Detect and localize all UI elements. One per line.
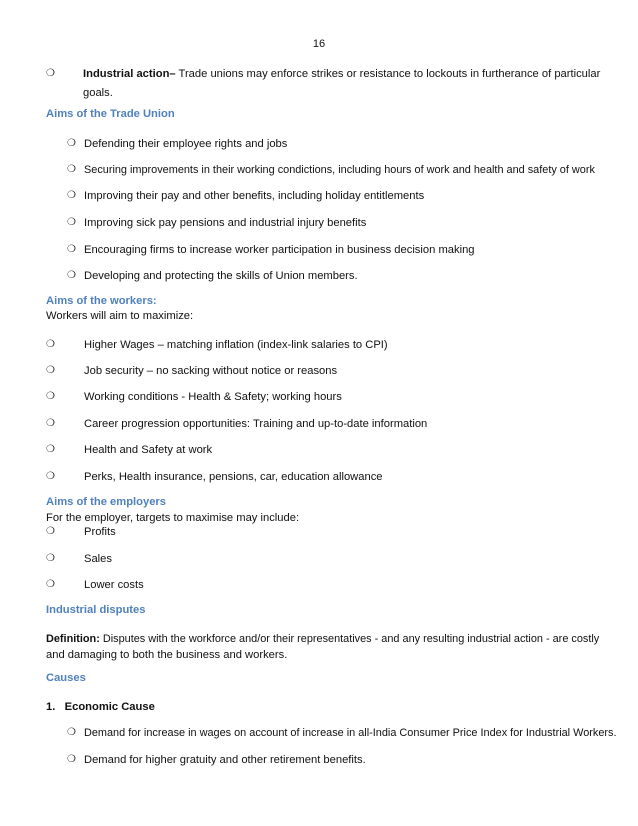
workers-item: Working conditions - Health & Safety; working hours xyxy=(84,391,342,403)
bullet-icon: ❍ xyxy=(46,365,55,376)
employers-item: Lower costs xyxy=(84,579,144,591)
bullet-icon: ❍ xyxy=(67,754,76,765)
causes-heading: Causes xyxy=(46,672,86,684)
cause-item: Demand for higher gratuity and other retirement benefits. xyxy=(84,754,366,766)
bullet-icon: ❍ xyxy=(46,471,55,482)
disputes-heading: Industrial disputes xyxy=(46,604,146,616)
trade-union-item: Securing improvements in their working condictions, including hours of work and health and safety of work xyxy=(84,164,595,176)
trade-union-item: Improving sick pay pensions and industrial injury benefits xyxy=(84,217,367,229)
industrial-action-term: Industrial action– xyxy=(83,68,176,80)
economic-cause-heading: 1. Economic Cause xyxy=(46,701,155,713)
workers-item: Higher Wages – matching inflation (index-link salaries to CPI) xyxy=(84,339,388,351)
workers-heading: Aims of the workers: xyxy=(46,295,157,307)
bullet-icon: ❍ xyxy=(67,244,76,255)
trade-union-item: Defending their employee rights and jobs xyxy=(84,138,288,150)
definition-line2: and damaging to both the business and workers. xyxy=(46,649,288,661)
trade-union-item: Encouraging firms to increase worker participation in business decision making xyxy=(84,244,475,256)
bullet-icon: ❍ xyxy=(67,270,76,281)
workers-item: Job security – no sacking without notice or reasons xyxy=(84,365,338,377)
page-number: 16 xyxy=(312,38,326,50)
industrial-action-text: Trade unions may enforce strikes or resistance to lockouts in furtherance of particular xyxy=(175,68,601,80)
industrial-action-line1 xyxy=(83,67,600,81)
definition-label: Definition: xyxy=(46,633,100,645)
employers-item: Profits xyxy=(84,526,116,538)
definition-text: Disputes with the workforce and/or their representatives - and any resulting industrial action - are costly xyxy=(99,633,600,645)
bullet-icon: ❍ xyxy=(46,553,55,564)
bullet-icon: ❍ xyxy=(46,418,55,429)
bullet-icon: ❍ xyxy=(46,68,55,79)
trade-union-item: Improving their pay and other benefits, including holiday entitlements xyxy=(84,190,425,202)
workers-item: Health and Safety at work xyxy=(84,444,213,456)
employers-intro: For the employer, targets to maximise may include: xyxy=(46,512,300,524)
bullet-icon: ❍ xyxy=(46,444,55,455)
bullet-icon: ❍ xyxy=(67,164,76,175)
workers-intro: Workers will aim to maximize: xyxy=(46,310,194,322)
trade-union-heading: Aims of the Trade Union xyxy=(46,108,175,120)
cause-item: Demand for increase in wages on account of increase in all-India Consumer Price Index for Industrial Workers. xyxy=(84,727,617,739)
definition-line1 xyxy=(46,632,599,646)
workers-item: Perks, Health insurance, pensions, car, education allowance xyxy=(84,471,383,483)
bullet-icon: ❍ xyxy=(67,190,76,201)
trade-union-item: Developing and protecting the skills of Union members. xyxy=(84,270,358,282)
workers-item: Career progression opportunities: Training and up-to-date information xyxy=(84,418,428,430)
bullet-icon: ❍ xyxy=(46,391,55,402)
industrial-action-line2: goals. xyxy=(83,87,113,99)
bullet-icon: ❍ xyxy=(46,339,55,350)
employers-item: Sales xyxy=(84,553,112,565)
bullet-icon: ❍ xyxy=(67,727,76,738)
bullet-icon: ❍ xyxy=(67,217,76,228)
bullet-icon: ❍ xyxy=(67,138,76,149)
bullet-icon: ❍ xyxy=(46,526,55,537)
bullet-icon: ❍ xyxy=(46,579,55,590)
employers-heading: Aims of the employers xyxy=(46,496,166,508)
